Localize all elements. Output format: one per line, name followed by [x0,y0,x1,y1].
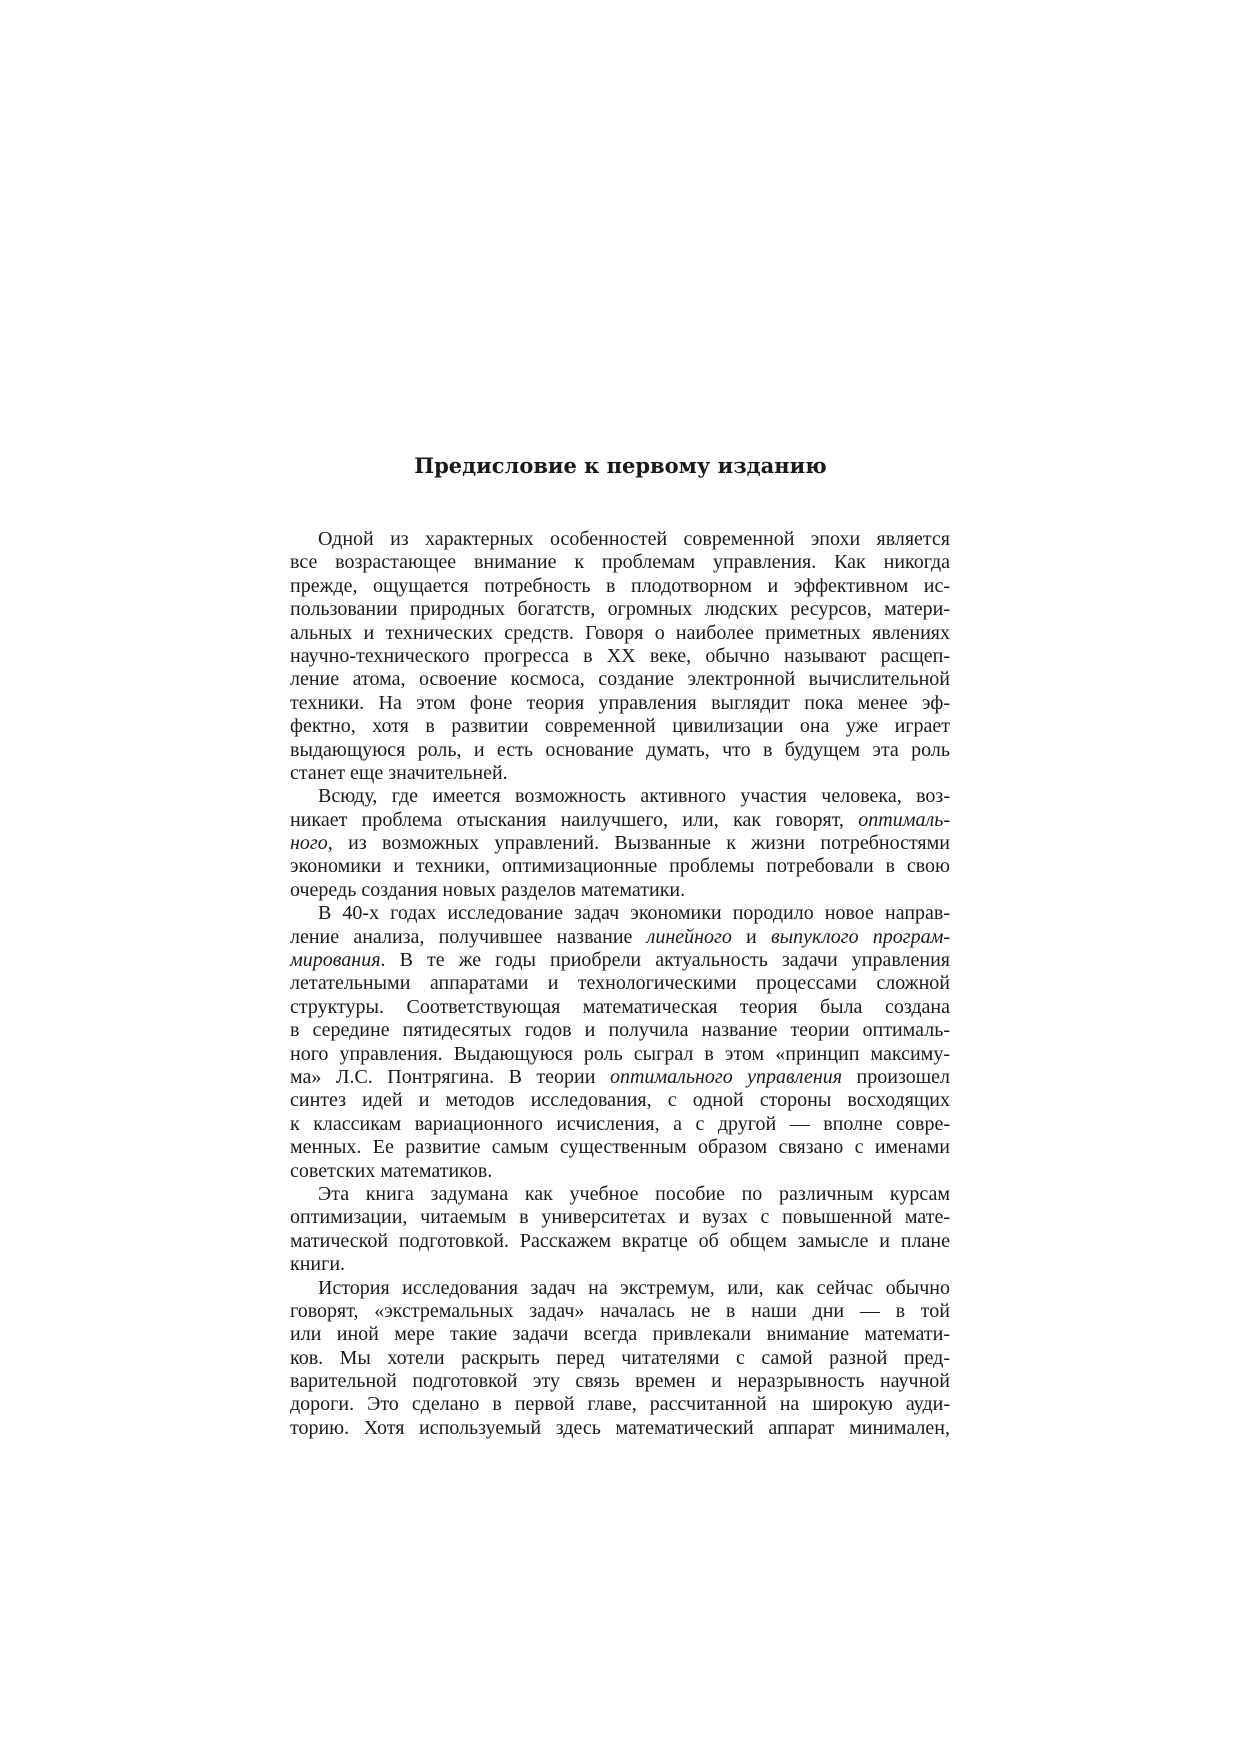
text-run: . В те же годы приобрели актуальность задачи управления [380,949,950,972]
text-run: Всюду, где имеется возможность активного участия человека, воз- [318,785,950,808]
text-line [290,1253,950,1276]
text-line [290,739,950,762]
text-run: экономики и техники, оптимизационные проблемы потребовали в свою [290,855,950,878]
text-line [290,1089,950,1112]
text-run: Одной из характерных особенностей современной эпохи является [318,528,950,550]
text-line [290,1183,950,1206]
text-run: ма» Л.С. Понтрягина. В теории [290,1065,610,1088]
text-run: менных. Ее развитие самым существенным образом связано с именами [290,1136,950,1159]
text-line [290,855,950,878]
text-run: советских математиков. [290,1159,493,1182]
text-line [290,528,950,551]
text-line [290,645,950,668]
italic-term: выпуклого програм- [770,925,950,948]
text-run: станет еще значительней. [290,761,508,784]
text-line [290,949,950,972]
text-line [290,762,950,785]
text-line [290,1277,950,1300]
text-run: прежде, ощущается потребность в плодотворном и эффективном ис- [290,574,950,597]
text-line [290,1347,950,1370]
text-run: дороги. Это сделано в первой главе, рассчитанной на широкую ауди- [290,1393,950,1416]
text-run: синтез идей и методов исследования, с одной стороны восходящих [290,1089,950,1112]
text-run: матической подготовкой. Расскажем вкратце об общем замысле и плане [290,1229,950,1252]
text-run: пользовании природных богатств, огромных людских ресурсов, матери- [290,598,950,621]
text-run: очередь создания новых разделов математики. [290,878,686,901]
text-line [290,1370,950,1393]
text-line [290,575,950,598]
text-line [290,809,950,832]
italic-term: линейного [646,925,732,948]
text-run: летательными аппаратами и технологическими процессами сложной [290,972,950,995]
text-line [290,996,950,1019]
italic-term: мирования [290,949,381,972]
text-line [290,598,950,621]
text-run: , из возможных управлений. Вызванные к жизни потребностями [327,832,950,855]
text-line [290,879,950,902]
text-run: Эта книга задумана как учебное пособие по различным курсам [318,1182,950,1205]
paragraph [290,1277,950,1441]
page-title: Предисловие к первому изданию [414,453,827,478]
text-run: История исследования задач на экстремум, или, как сейчас обычно [318,1276,950,1299]
text-line [290,1136,950,1159]
preface-text [290,528,950,1440]
text-line [290,1160,950,1183]
italic-term: ного [290,832,328,855]
text-line [290,1393,950,1416]
text-line [290,1230,950,1253]
text-run: оптимизации, читаемым в университетах и вузах с повышенной мате- [290,1206,950,1229]
text-line [290,1043,950,1066]
text-line [290,1300,950,1323]
text-run: книги. [290,1253,346,1276]
italic-term: оптималь- [858,808,950,831]
text-run: в середине пятидесятых годов и получила название теории оптималь- [290,1019,950,1042]
text-run: и [731,925,771,948]
text-run: ного управления. Выдающуюся роль сыграл в этом «принцип максиму- [290,1042,950,1065]
text-line [290,1323,950,1346]
text-line [290,1417,950,1440]
text-run: никает проблема отыскания наилучшего, или, как говорят, [290,808,859,831]
text-run: произошел [842,1065,950,1088]
text-run: научно-технического прогресса в XX веке, обычно называют расщеп- [290,644,950,667]
text-line [290,972,950,995]
text-run: все возрастающее внимание к проблемам управления. Как никогда [290,551,950,574]
text-line [290,1206,950,1229]
text-line [290,622,950,645]
text-run: выдающуюся роль, и есть основание думать, что в будущем эта роль [290,738,950,761]
text-line [290,551,950,574]
paragraph [290,528,950,785]
paragraph [290,1183,950,1277]
text-line [290,785,950,808]
text-run: В 40-х годах исследование задач экономики породило новое направ- [318,902,950,925]
text-run: или иной мере такие задачи всегда привлекали внимание математи- [290,1323,950,1346]
text-line [290,926,950,949]
text-run: ление атома, освоение космоса, создание электронной вычислительной [290,668,950,691]
text-run: ков. Мы хотели раскрыть перед читателями с самой разной пред- [290,1346,950,1369]
text-line [290,715,950,738]
text-line [290,692,950,715]
text-run: ление анализа, получившее название [290,925,647,948]
text-run: говорят, «экстремальных задач» началась не в наши дни — в той [290,1299,950,1322]
text-run: структуры. Соответствующая математическая теория была создана [290,995,950,1018]
text-run: фектно, хотя в развитии современной цивилизации она уже играет [290,715,950,738]
text-run: альных и технических средств. Говоря о наиболее приметных явлениях [290,621,950,644]
text-run: варительной подготовкой эту связь времен и неразрывность научной [290,1370,950,1393]
text-line [290,1066,950,1089]
text-run: торию. Хотя используемый здесь математический аппарат минимален, [290,1416,950,1439]
text-run: техники. На этом фоне теория управления выглядит пока менее эф- [290,691,950,714]
text-line [290,902,950,925]
text-line [290,832,950,855]
italic-term: оптимального управления [609,1065,843,1088]
text-line [290,1113,950,1136]
paragraph [290,785,950,902]
text-line [290,1019,950,1042]
text-line [290,668,950,691]
paragraph [290,902,950,1183]
text-run: к классикам вариационного исчисления, а с другой — вполне совре- [290,1112,950,1135]
